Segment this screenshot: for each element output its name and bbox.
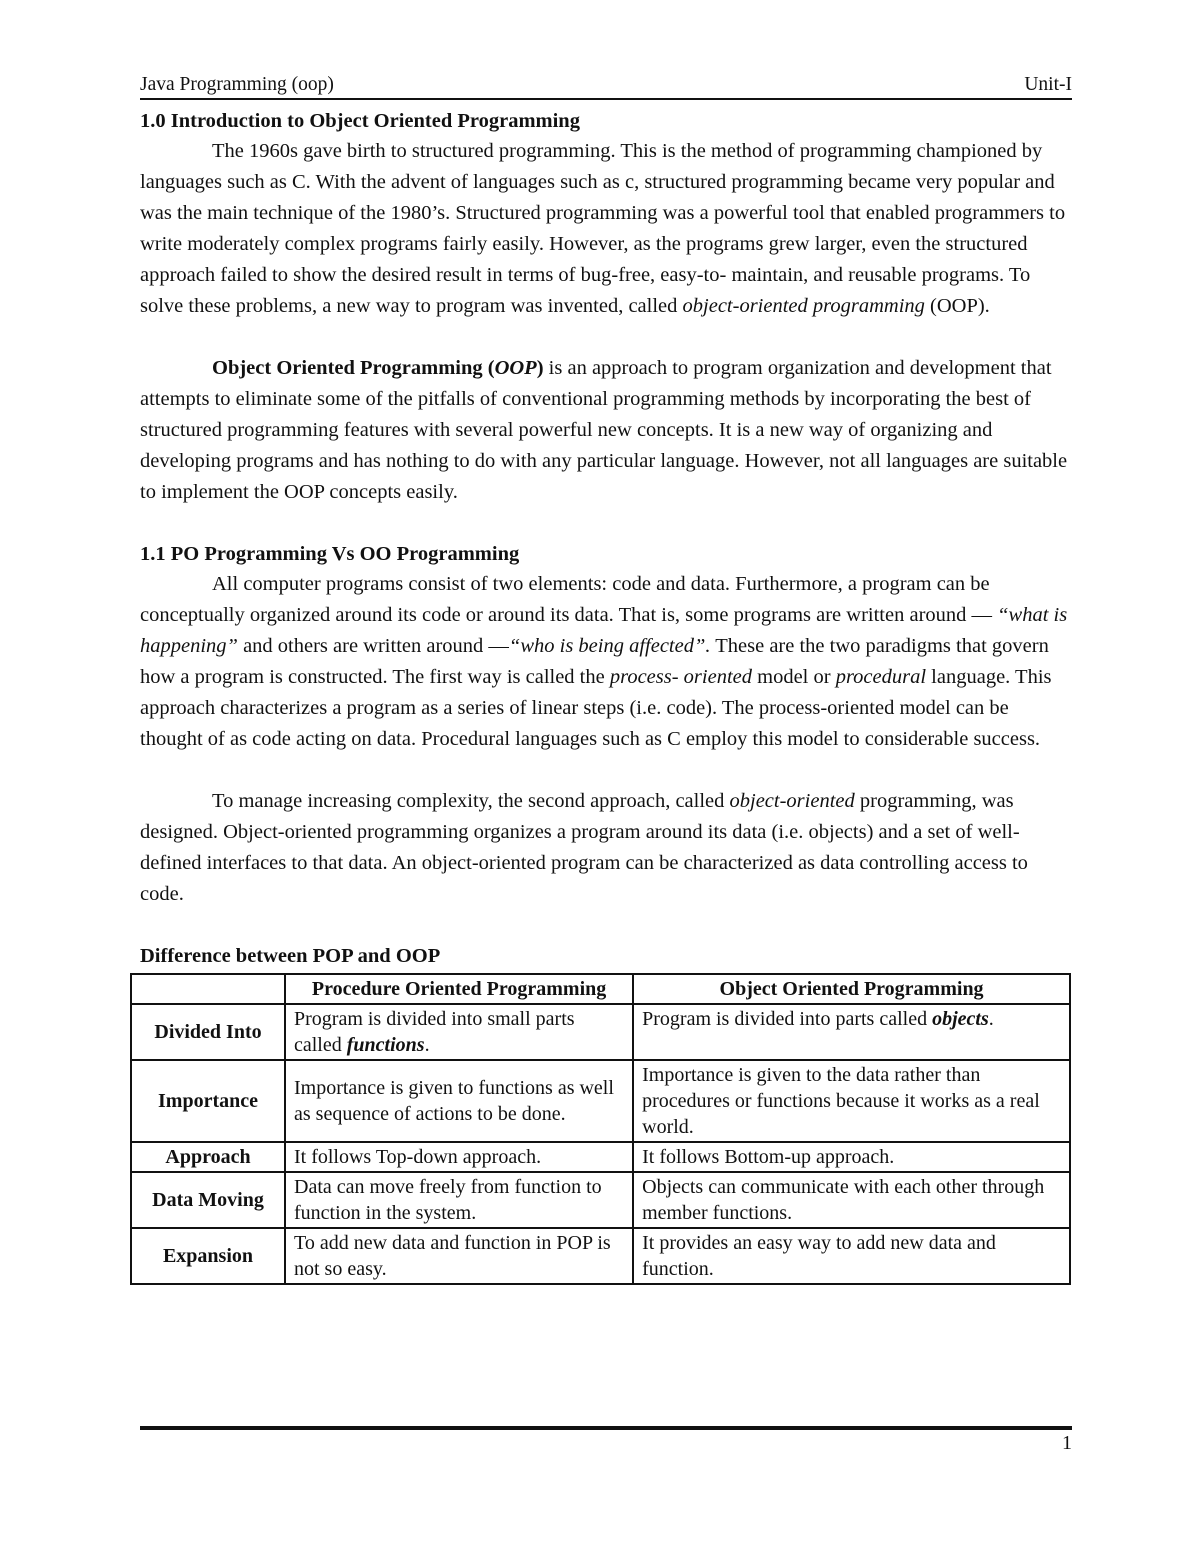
cell-pop: Importance is given to functions as well as sequence of actions to be done. xyxy=(285,1060,633,1142)
oop-definition-term xyxy=(212,357,544,379)
p-text: language. This approach characterizes a program as a series of linear steps (i.e. code). The process-oriented model can be thought of as code acting on data. Procedural languages such as C employ this model to considerable success. xyxy=(140,666,1052,750)
p-text: To manage increasing complexity, the second approach, called xyxy=(212,790,730,812)
p-text: and others are written around — xyxy=(237,635,509,657)
oop-term-end: ) xyxy=(536,357,544,379)
intro-paragraph-1 xyxy=(140,136,1072,322)
cell-pop: It follows Top-down approach. xyxy=(285,1142,633,1172)
p-text: All computer programs consist of two elements: code and data. Furthermore, a program can be conceptually organized around its code or around its data. That is, some programs are written around — xyxy=(140,573,998,626)
row-label-expansion: Expansion xyxy=(131,1228,285,1284)
page-header xyxy=(140,70,1072,100)
cell-pop xyxy=(285,1004,633,1060)
p-italic: “who is being affected”. xyxy=(508,635,711,657)
cell-pop: To add new data and function in POP is not so easy. xyxy=(285,1228,633,1284)
document-page xyxy=(140,70,1072,1285)
footer-divider xyxy=(140,1426,1072,1430)
cell-pop: Data can move freely from function to function in the system. xyxy=(285,1172,633,1228)
intro-paragraph-2 xyxy=(140,353,1072,508)
cell-text: . xyxy=(424,1034,430,1056)
cell-oop: It follows Bottom-up approach. xyxy=(633,1142,1070,1172)
cell-oop: Importance is given to the data rather than procedures or functions because it works as a real world. xyxy=(633,1060,1070,1142)
p-text: model or xyxy=(752,666,836,688)
table-row xyxy=(131,1142,1070,1172)
section-heading-po-vs-oo: 1.1 PO Programming Vs OO Programming xyxy=(140,543,520,565)
cell-oop xyxy=(633,1004,1070,1060)
table-row xyxy=(131,1172,1070,1228)
row-label-importance: Importance xyxy=(131,1060,285,1142)
table-row xyxy=(131,1060,1070,1142)
intro-p1-tail: (OOP). xyxy=(924,295,990,317)
oop-term-abbrev: OOP xyxy=(494,357,537,379)
po-vs-oo-paragraph-1 xyxy=(140,569,1072,755)
header-unit: Unit-I xyxy=(1024,74,1072,95)
p-text: These are the two paradigms that govern how a program is constructed. The first way is called the xyxy=(140,635,1049,688)
cell-emphasis: functions xyxy=(346,1034,425,1056)
cell-text: . xyxy=(988,1008,994,1030)
cell-text: Program is divided into parts called xyxy=(642,1008,933,1030)
row-label-approach: Approach xyxy=(131,1142,285,1172)
header-course-title: Java Programming (oop) xyxy=(140,74,334,95)
p-italic: object-oriented xyxy=(729,790,855,812)
intro-p1-italic: object-oriented programming xyxy=(682,295,925,317)
column-header-pop: Procedure Oriented Programming xyxy=(285,974,633,1004)
column-header-oop: Object Oriented Programming xyxy=(633,974,1070,1004)
table-row xyxy=(131,1004,1070,1060)
table-row xyxy=(131,1228,1070,1284)
pop-vs-oop-table xyxy=(130,973,1071,1285)
page-number: 1 xyxy=(1062,1432,1072,1454)
p-text: programming, was designed. Object-oriented programming organizes a program around its data (i.e. objects) and a set of well-defined interfaces to that data. An object-oriented program can be characterized as data controlling access to code. xyxy=(140,790,1028,905)
section-heading-intro: 1.0 Introduction to Object Oriented Programming xyxy=(140,110,580,132)
p-italic: procedural xyxy=(835,666,927,688)
cell-oop: It provides an easy way to add new data and function. xyxy=(633,1228,1070,1284)
p-italic: process- oriented xyxy=(609,666,752,688)
table-corner-cell xyxy=(131,974,285,1004)
po-vs-oo-paragraph-2 xyxy=(140,786,1072,910)
row-label-data-moving: Data Moving xyxy=(131,1172,285,1228)
table-header-row xyxy=(131,974,1070,1004)
row-label-divided-into: Divided Into xyxy=(131,1004,285,1060)
intro-p2-text: is an approach to program organization and development that attempts to eliminate some of the pitfalls of conventional programming methods by incorporating the best of structured programming features with several powerful new concepts. It is a new way of organizing and developing programs and has nothing to do with any particular language. However, not all languages are suitable to implement the OOP concepts easily. xyxy=(140,357,1068,503)
cell-oop: Objects can communicate with each other through member functions. xyxy=(633,1172,1070,1228)
cell-emphasis: objects xyxy=(932,1008,989,1030)
cell-text: Program is divided into small parts called xyxy=(294,1008,575,1056)
oop-term-start: Object Oriented Programming ( xyxy=(212,357,495,379)
table-title: Difference between POP and OOP xyxy=(140,945,441,967)
intro-p1-text: The 1960s gave birth to structured programming. This is the method of programming championed by languages such as C. With the advent of languages such as c, structured programming became very popular and was the main technique of the 1980’s. Structured programming was a powerful tool that enabled programmers to write moderately complex programs fairly easily. However, as the programs grew larger, even the structured approach failed to show the desired result in terms of bug-free, easy-to- maintain, and reusable programs. To solve these problems, a new way to program was invented, called xyxy=(140,140,1066,317)
p-italic: “what is happening” xyxy=(140,604,1068,657)
